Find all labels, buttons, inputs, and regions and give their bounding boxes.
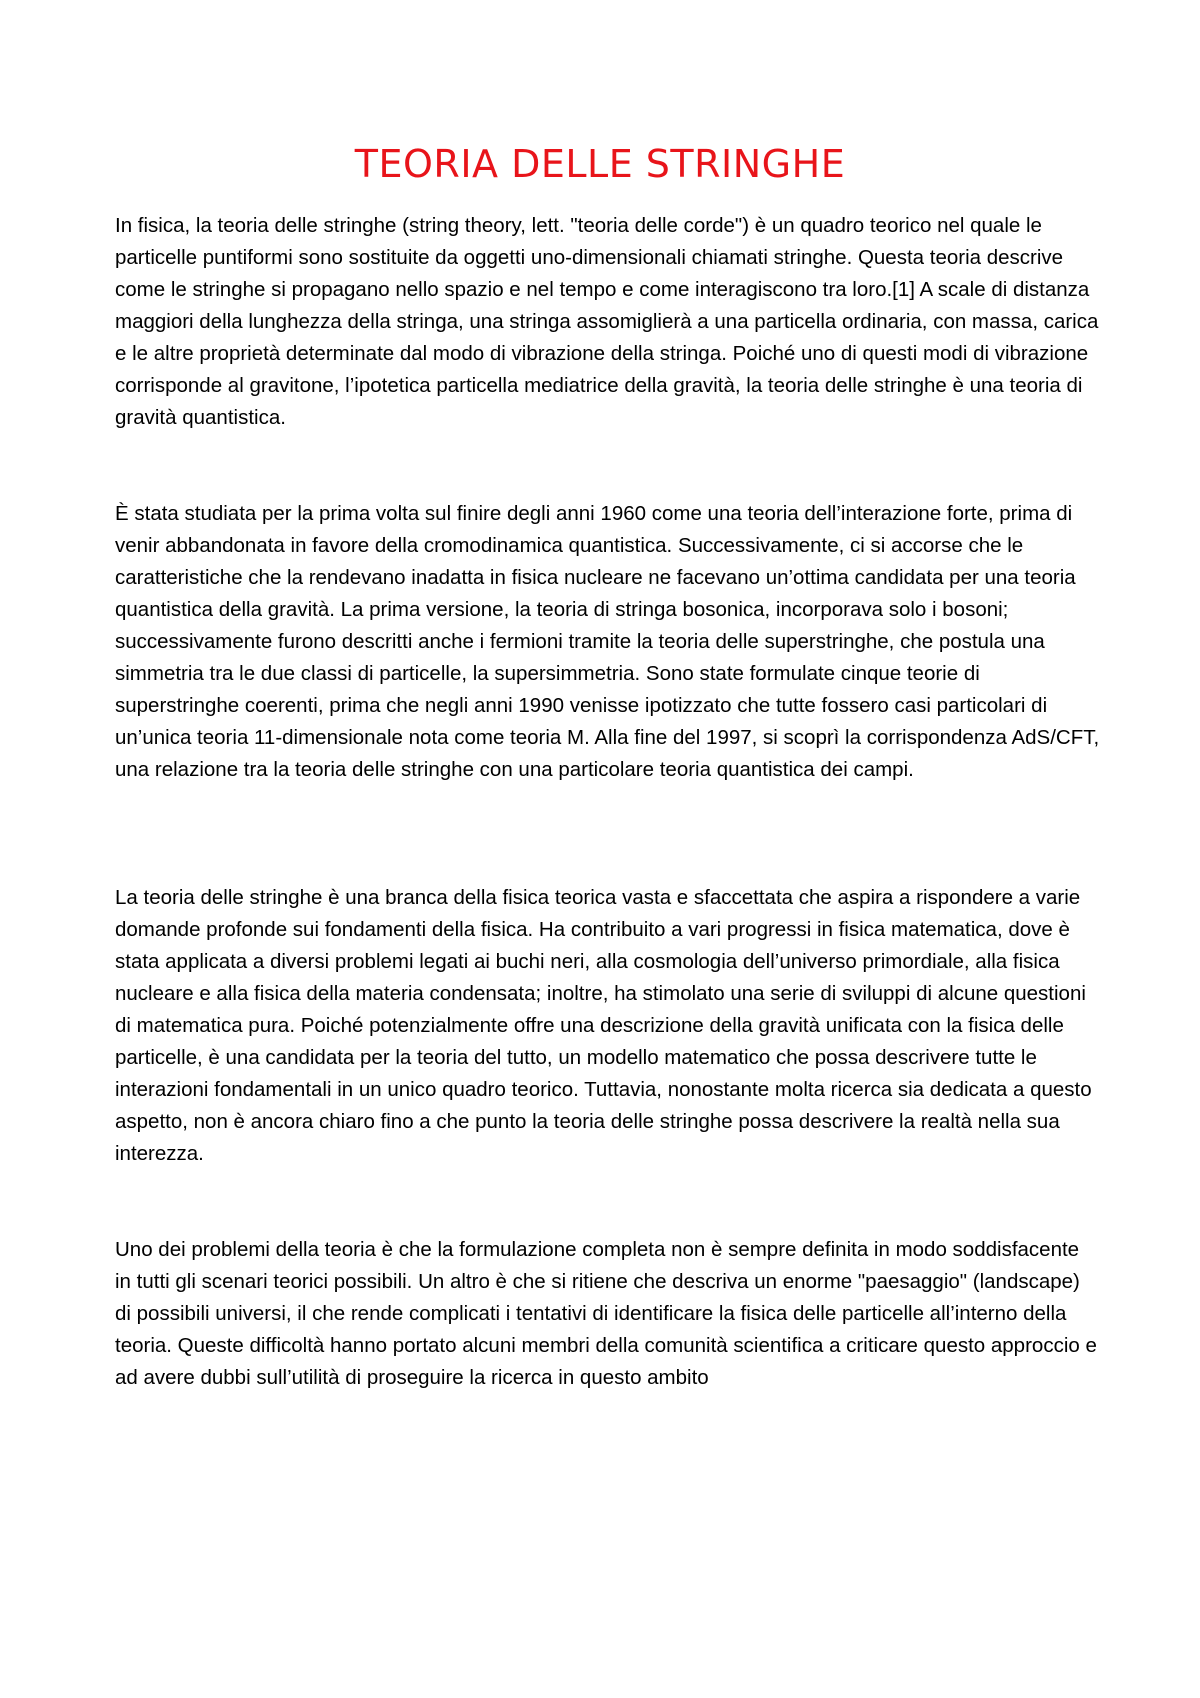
page-title: TEORIA DELLE STRINGHE	[354, 142, 846, 186]
paragraph-intro: In fisica, la teoria delle stringhe (string theory, lett. "teoria delle corde") è un quadro teorico nel quale le particelle puntiformi sono sostituite da oggetti uno-dimensionali chiamati stringhe. Questa teoria descrive come le stringhe si propagano nello spazio e nel tempo e come interagiscono tra loro.[1] A scale di distanza maggiori della lunghezza della stringa, una stringa assomiglierà a una particella ordinaria, con massa, carica e le altre proprietà determinate dal modo di vibrazione della stringa. Poiché uno di questi modi di vibrazione corrisponde al gravitone, l’ipotetica particella mediatrice della gravità, la teoria delle stringhe è una teoria di gravità quantistica.	[115, 214, 1099, 429]
paragraph-history: È stata studiata per la prima volta sul finire degli anni 1960 come una teoria dell’interazione forte, prima di venir abbandonata in favore della cromodinamica quantistica. Successivamente, ci si accorse che le caratteristiche che la rendevano inadatta in fisica nucleare ne facevano un’ottima candidata per una teoria quantistica della gravità. La prima versione, la teoria di stringa bosonica, incorporava solo i bosoni; successivamente furono descritti anche i fermioni tramite la teoria delle superstringhe, che postula una simmetria tra le due classi di particelle, la supersimmetria. Sono state formulate cinque teorie di superstringhe coerenti, prima che negli anni 1990 venisse ipotizzato che tutte fossero casi particolari di un’unica teoria 11-dimensionale nota come teoria M. Alla fine del 1997, si scoprì la corrispondenza AdS/CFT, una relazione tra la teoria delle stringhe con una particolare teoria quantistica dei campi.	[115, 502, 1100, 781]
paragraph-applications: La teoria delle stringhe è una branca della fisica teorica vasta e sfaccettata che aspira a rispondere a varie domande profonde sui fondamenti della fisica. Ha contribuito a vari progressi in fisica matematica, dove è stata applicata a diversi problemi legati ai buchi neri, alla cosmologia dell’universo primordiale, alla fisica nucleare e alla fisica della materia condensata; inoltre, ha stimolato una serie di sviluppi di alcune questioni di matematica pura. Poiché potenzialmente offre una descrizione della gravità unificata con la fisica delle particelle, è una candidata per la teoria del tutto, un modello matematico che possa descrivere tutte le interazioni fondamentali in un unico quadro teorico. Tuttavia, nonostante molta ricerca sia dedicata a questo aspetto, non è ancora chiaro fino a che punto la teoria delle stringhe possa descrivere la realtà nella sua interezza.	[115, 886, 1092, 1165]
paragraph-problems: Uno dei problemi della teoria è che la formulazione completa non è sempre definita in modo soddisfacente in tutti gli scenari teorici possibili. Un altro è che si ritiene che descriva un enorme "paesaggio" (landscape) di possibili universi, il che rende complicati i tentativi di identificare la fisica delle particelle all’interno della teoria. Queste difficoltà hanno portato alcuni membri della comunità scientifica a criticare questo approccio e ad avere dubbi sull’utilità di proseguire la ricerca in questo ambito	[115, 1238, 1097, 1389]
